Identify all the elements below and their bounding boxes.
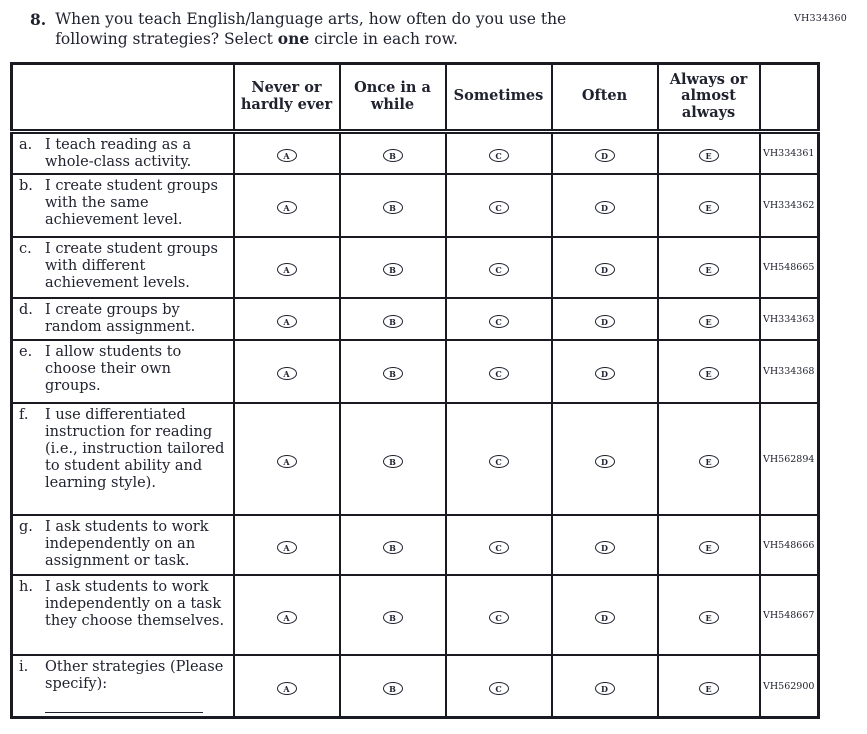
header-empty-cell [12, 63, 234, 131]
option-bubble-d[interactable]: D [595, 149, 615, 162]
question-text [55, 10, 640, 50]
row-text: I create groups by random assignment. [45, 302, 196, 336]
row-code: VH562894 [760, 403, 819, 515]
option-bubble-b[interactable]: B [383, 201, 403, 214]
row-letter: b. [19, 178, 33, 195]
row-letter: h. [19, 579, 33, 596]
row-text: I ask students to work independently on a task they choose themselves. [45, 579, 225, 629]
option-bubble-e[interactable]: E [699, 455, 719, 468]
option-bubble-a[interactable]: A [277, 149, 297, 162]
row-letter: i. [19, 659, 29, 676]
option-bubble-a[interactable]: A [277, 367, 297, 380]
option-bubble-d[interactable]: D [595, 263, 615, 276]
option-bubble-e[interactable]: E [699, 201, 719, 214]
header-code-cell [760, 63, 819, 131]
option-bubble-d[interactable]: D [595, 201, 615, 214]
option-bubble-d[interactable]: D [595, 611, 615, 624]
option-bubble-e[interactable]: E [699, 682, 719, 695]
table-row [12, 131, 819, 174]
row-code: VH334368 [760, 340, 819, 403]
row-code: VH334363 [760, 298, 819, 340]
row-letter: c. [19, 241, 32, 258]
option-bubble-a[interactable]: A [277, 611, 297, 624]
option-bubble-e[interactable]: E [699, 367, 719, 380]
option-bubble-d[interactable]: D [595, 367, 615, 380]
option-bubble-b[interactable]: B [383, 367, 403, 380]
option-bubble-a[interactable]: A [277, 201, 297, 214]
row-code: VH548666 [760, 515, 819, 575]
option-bubble-a[interactable]: A [277, 315, 297, 328]
option-bubble-c[interactable]: C [489, 201, 509, 214]
column-header: Once in a while [340, 63, 446, 131]
option-bubble-d[interactable]: D [595, 682, 615, 695]
table-row [12, 655, 819, 717]
row-text: I create student groups with different achievement levels. [45, 241, 218, 291]
strategies-table [10, 62, 820, 719]
row-letter: e. [19, 344, 33, 361]
column-header: Sometimes [446, 63, 552, 131]
option-bubble-c[interactable]: C [489, 367, 509, 380]
option-bubble-e[interactable]: E [699, 315, 719, 328]
row-text: I teach reading as a whole-class activity. [45, 136, 192, 170]
option-bubble-e[interactable]: E [699, 149, 719, 162]
option-bubble-a[interactable]: A [277, 541, 297, 554]
option-bubble-a[interactable]: A [277, 682, 297, 695]
option-bubble-d[interactable]: D [595, 455, 615, 468]
option-bubble-e[interactable]: E [699, 541, 719, 554]
option-bubble-b[interactable]: B [383, 149, 403, 162]
row-letter: f. [19, 407, 29, 424]
option-bubble-b[interactable]: B [383, 315, 403, 328]
table-row [12, 174, 819, 237]
table-row [12, 340, 819, 403]
column-header: Never or hardly ever [234, 63, 340, 131]
row-letter: d. [19, 302, 33, 319]
row-text: I allow students to choose their own groups. [45, 344, 182, 394]
row-text: Other strategies (Please specify): [45, 659, 231, 713]
option-bubble-b[interactable]: B [383, 682, 403, 695]
option-bubble-c[interactable]: C [489, 682, 509, 695]
question-text-part1: When you teach English/language arts, how often do you use the following strategies? Select [55, 10, 567, 49]
option-bubble-a[interactable]: A [277, 263, 297, 276]
option-bubble-b[interactable]: B [383, 455, 403, 468]
option-bubble-b[interactable]: B [383, 611, 403, 624]
write-in-line[interactable] [45, 698, 203, 713]
row-text: I create student groups with the same achievement level. [45, 178, 218, 228]
row-code: VH334361 [760, 131, 819, 174]
option-bubble-d[interactable]: D [595, 315, 615, 328]
table-body [12, 131, 819, 717]
row-code: VH548665 [760, 237, 819, 298]
option-bubble-c[interactable]: C [489, 455, 509, 468]
table-row [12, 298, 819, 340]
form-code: VH334360 [793, 13, 847, 24]
option-bubble-d[interactable]: D [595, 541, 615, 554]
option-bubble-b[interactable]: B [383, 541, 403, 554]
table-row [12, 515, 819, 575]
option-bubble-e[interactable]: E [699, 611, 719, 624]
header-row [12, 63, 819, 131]
table-row [12, 403, 819, 515]
option-bubble-c[interactable]: C [489, 263, 509, 276]
row-code: VH334362 [760, 174, 819, 237]
option-bubble-a[interactable]: A [277, 455, 297, 468]
option-bubble-c[interactable]: C [489, 611, 509, 624]
row-text: I use differentiated instruction for reading (i.e., instruction tailored to student ability and learning style). [45, 407, 225, 491]
option-bubble-c[interactable]: C [489, 149, 509, 162]
option-bubble-b[interactable]: B [383, 263, 403, 276]
row-code: VH562900 [760, 655, 819, 717]
option-bubble-e[interactable]: E [699, 263, 719, 276]
row-letter: g. [19, 519, 33, 536]
column-header: Often [552, 63, 658, 131]
column-header: Always or almost always [658, 63, 760, 131]
row-text: I ask students to work independently on an assignment or task. [45, 519, 209, 569]
option-bubble-c[interactable]: C [489, 541, 509, 554]
question-number: 8. [30, 10, 47, 29]
question [30, 10, 867, 50]
table-row [12, 575, 819, 655]
question-emphasis: one [277, 29, 310, 49]
option-bubble-c[interactable]: C [489, 315, 509, 328]
table-row [12, 237, 819, 298]
row-letter: a. [19, 136, 33, 153]
question-text-part2: circle in each row. [309, 30, 458, 49]
row-code: VH548667 [760, 575, 819, 655]
